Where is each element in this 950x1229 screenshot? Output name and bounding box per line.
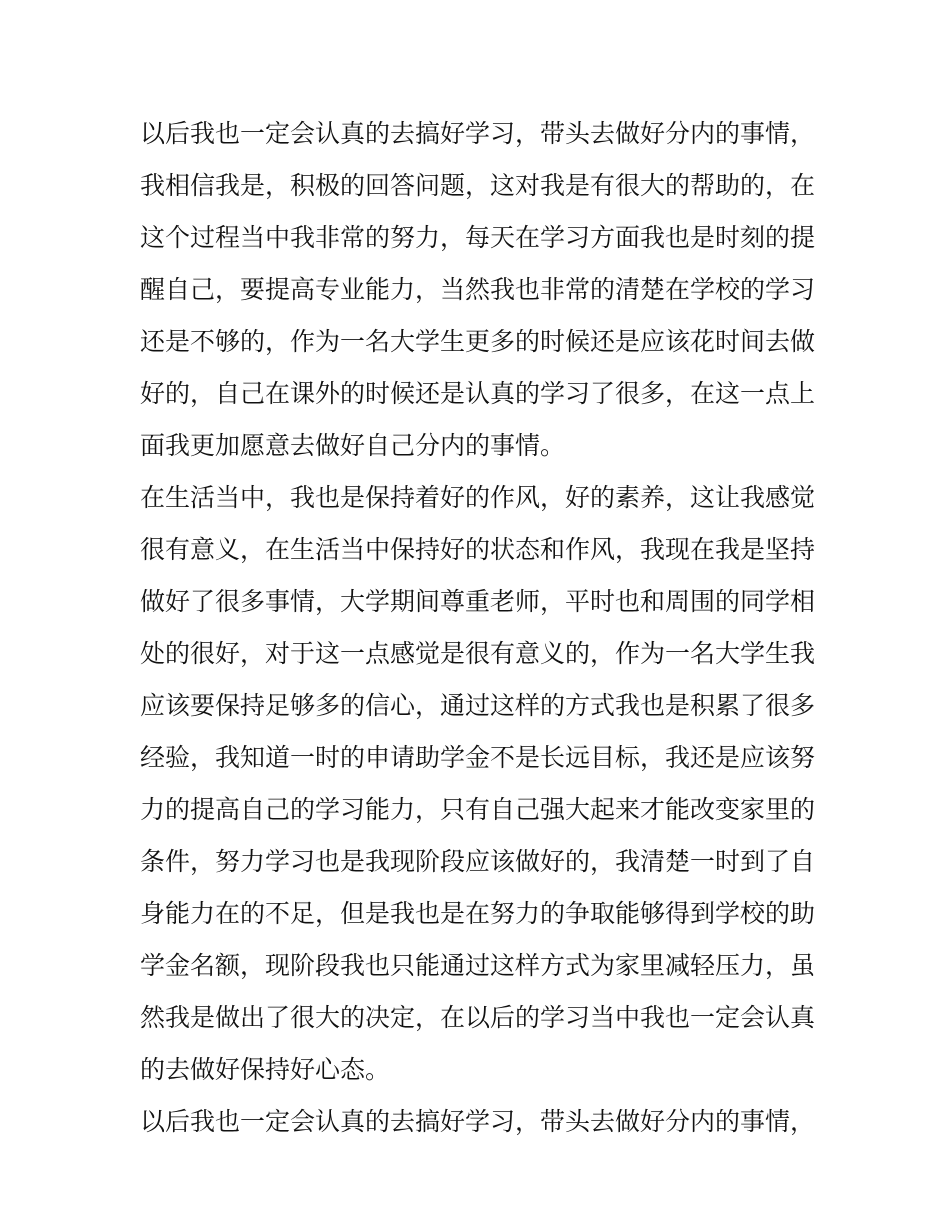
text-line: 还是不够的，作为一名大学生更多的时候还是应该花时间去做 [140,327,816,356]
document-body [140,108,820,1148]
text-line: 以后我也一定会认真的去搞好学习，带头去做好分内的事情， [140,119,816,148]
text-line: 在生活当中，我也是保持着好的作风，好的素养，这让我感觉 [140,483,816,512]
text-line: 然我是做出了很大的决定，在以后的学习当中我也一定会认真 [140,1003,816,1032]
text-line: 好的，自己在课外的时候还是认真的学习了很多，在这一点上 [140,379,816,408]
text-line: 力的提高自己的学习能力，只有自己强大起来才能改变家里的 [140,795,816,824]
text-line: 身能力在的不足，但是我也是在努力的争取能够得到学校的助 [140,899,816,928]
text-line: 学金名额，现阶段我也只能通过这样方式为家里减轻压力，虽 [140,951,816,980]
text-line: 以后我也一定会认真的去搞好学习，带头去做好分内的事情， [140,1107,816,1136]
text-line: 处的很好，对于这一点感觉是很有意义的，作为一名大学生我 [140,639,816,668]
text-line: 我相信我是，积极的回答问题，这对我是有很大的帮助的，在 [140,171,816,200]
text-line: 做好了很多事情，大学期间尊重老师，平时也和周围的同学相 [140,587,816,616]
text-line: 条件，努力学习也是我现阶段应该做好的，我清楚一时到了自 [140,847,816,876]
text-line: 应该要保持足够多的信心，通过这样的方式我也是积累了很多 [140,691,816,720]
text-line: 很有意义，在生活当中保持好的状态和作风，我现在我是坚持 [140,535,816,564]
text-line: 的去做好保持好心态。 [140,1055,391,1084]
text-line: 经验，我知道一时的申请助学金不是长远目标，我还是应该努 [140,743,816,772]
text-line: 这个过程当中我非常的努力，每天在学习方面我也是时刻的提 [140,223,816,252]
text-line: 醒自己，要提高专业能力，当然我也非常的清楚在学校的学习 [140,275,816,304]
text-line: 面我更加愿意去做好自己分内的事情。 [140,431,566,460]
